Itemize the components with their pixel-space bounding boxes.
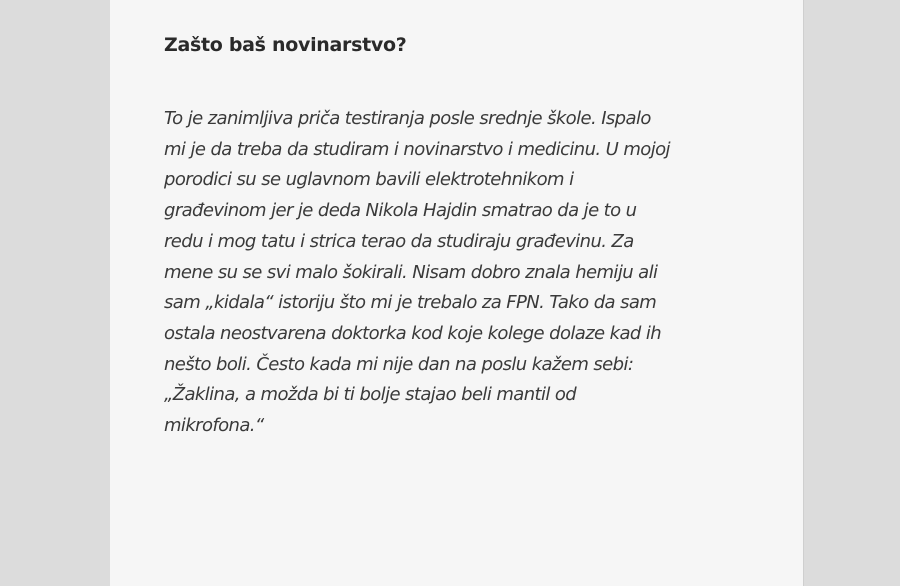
paragraph-line: ostala neostvarena doktorka kod koje kolege dolaze kad ih	[164, 322, 662, 344]
section-heading: Zašto baš novinarstvo?	[164, 34, 407, 56]
paragraph-line: nešto boli. Često kada mi nije dan na poslu kažem sebi:	[164, 353, 634, 375]
article-paragraph	[164, 104, 754, 442]
paragraph-line: građevinom jer je deda Nikola Hajdin smatrao da je to u	[164, 200, 637, 222]
article-panel	[110, 0, 804, 586]
paragraph-line: mi je da treba da studiram i novinarstvo i medicinu. U mojoj	[164, 138, 670, 160]
paragraph-line: To je zanimljiva priča testiranja posle srednje škole. Ispalo	[164, 108, 651, 129]
paragraph-line: porodici su se uglavnom bavili elektrotehnikom i	[164, 169, 574, 191]
paragraph-line: redu i mog tatu i strica terao da studiraju građevinu. Za	[164, 230, 634, 252]
paragraph-line: sam „kidala“ istoriju što mi je trebalo za FPN. Tako da sam	[164, 292, 657, 314]
paragraph-line: „Žaklina, a možda bi ti bolje stajao beli mantil od	[164, 384, 577, 406]
paragraph-line: mene su se svi malo šokirali. Nisam dobro znala hemiju ali	[164, 261, 658, 283]
paragraph-line: mikrofona.“	[164, 415, 264, 437]
